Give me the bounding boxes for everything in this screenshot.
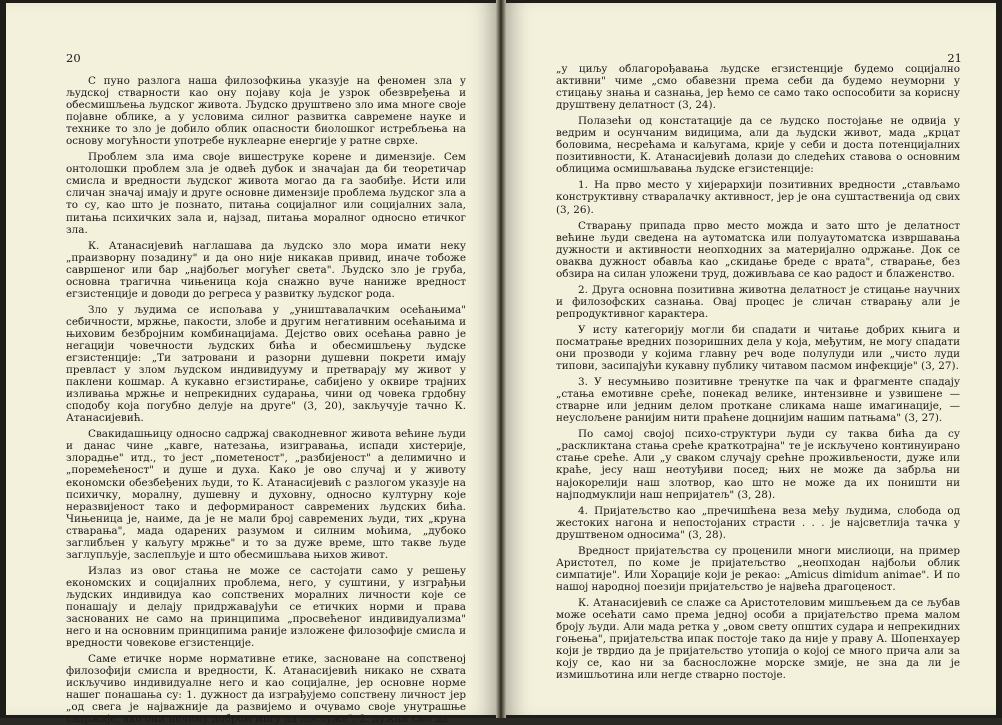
paragraph: Саме етичке норме нормативне етике, засноване на сопственој филозофији смисла и вредности, К. Атанасијевић никако не схвата искључиво индивидуалне него и као социјалне, јер основне норме нашег понашања су: 1. дужност да изграђујемо сопствену личност јер „од свега је најважније да развијемо и очувамо своје унутрашње садржаје, ако они нечему добром могу да послуже"; 2. дужни смо да <box>66 653 466 725</box>
paragraph: Зло у људима се испољава у „уништавалачким осећањима" себичности, мржње, пакости, злобе и другим негативним осећањима и њиховим безбројним комбинацијама. Дејство ових осећања равно је негацији човечности људских бића и обесмишљењу људске егзистенције: „Ти затровани и разорни душевни покрети имају превласт у злом људском индивидууму и претварају му живот у паклени кошмар. А кукавно егзистирање, сабијено у оквире трајних изливања мржње и непрекидних сударања, чини од човека грдобну сподобу која погубно делује на друге" (3, 20), закључује тачно К. Атанасијевић. <box>66 303 466 425</box>
paragraph: К. Атанасијевић наглашава да људско зло мора имати неку „праизворну позадину" и да оно није никакав привид, иначе тобоже савршеног или бар „најбољег могућег света". Људско зло је груба, основна трагична чињеница која снажно вуче наниже вредност егзистенције и доводи до регреса у развитку људског рода. <box>66 239 466 300</box>
right-page <box>506 3 996 715</box>
page-body <box>556 63 960 681</box>
paragraph: Излаз из овог стања не може се састојати само у решењу економских и социјалних проблема, него, у суштини, у изграђњи људских индивидуа као сопствених моралних личности које се понашају и делају придржавајући се етичких норми и права заснованих не само на принципима „просвећеног индивидуализма" него и на основним принципима раније изложене филозофије смисла и вредности човекове егзистенције. <box>66 564 466 650</box>
paragraph: У исту категорију могли би спадати и читање добрих књига и посматрање вредних позоришних дела у која, међутим, не могу спадати они прозводи у којима главну реч воде полулуди или „чисто луди типови, засипајући кукавну публику читавом пасмом инфекције" (3, 27). <box>556 323 960 373</box>
book-gutter <box>496 0 506 718</box>
paragraph: Свакидашњицу односно садржај свакодневног живота већине људи и данас чине „кавге, натезања, изигравања, испади хистерије, злорадње" итд., то јест „пометеност", „разбијеност" а делимично и „поремећеност" и душе и духа. Како је ово случај и у животу економски обезбеђених људи, то К. Атанасијевић с разлогом указује на психичку, моралну, душевну и духовну, односно културну које неразвијеност тако и деформираност савремених људских бића. Чињеница је, наиме, да је не мали број савремених људи, тих „круна стварања", мада одарених разумом и силним моћима, „дубоко заглибљен у каљугу мржње" и то за дуже време, што такве људе заглупљује, заслепљује и што обесмишљава њихов живот. <box>66 428 466 561</box>
paragraph: Полазећи од констатације да се људско постојање не одвија у ведрим и осунчаним видицима, али да људски живот, мада „крцат боловима, несрећама и каљугама, крије у себи и доста потенцијалних позитивности, К. Атанасијевић долази до следећих ставова о основним облицима осмишљавања људске егзистенције: <box>556 115 960 176</box>
paragraph: Стварању припада прво место можда и зато што је делатност већине људи сведена на аутоматска или полуаутоматска извршавања дужности и активности неопходних за материјално одржање. Док се оваква дужност обавља као „скидање бреде с врата", стварање, без обзира на силан уложени труд, доживљава се као радост и блаженство. <box>556 219 960 280</box>
page-number: 20 <box>66 51 81 65</box>
paragraph: Проблем зла има своје вишеструке корене и димензије. Сем онтолошки проблем зла је одвећ дубок и значајан да би теоретичар смисла и вредности људског живота могао да га заобиђе. Исти или сличан значај имају и друге основне димензије проблема људског зла а то су, као што је познато, питања социјалног или социјалних зала, питања психичких зала и, најзад, питања моралног односно етичког зла. <box>66 151 466 236</box>
paragraph: С пуно разлога наша филозофкиња указује на феномен зла у људској стварности као ону појаву која је узрок обезвређења и обесмишљења људског живота. Људско друштвено зло има многе своје појавне облике, а у условима силног развитка савремене науке и технике то зло је добило облик опасности биолошког истребљења на основу могућности употребе нуклеарне енергије у ратне сврхе. <box>66 75 466 148</box>
paragraph: По самој својој психо-структури људи су таква бића да су „раскликтана стања среће краткотрајна" те је искључено континуирано стање среће. Али „у сваком случају срећне проживљености, дуже или краће, јесу наш неотуђиви посед; њих не може да забрља ни најокорелији наш злотвор, као што не може да их поништи ни најподмуклији наш непријатељ" (3, 28). <box>556 428 960 501</box>
left-page <box>6 3 496 725</box>
paragraph: 2. Друга основна позитивна животна делатност је стицање научних и филозофских сазнања. Овај процес је сличан стварању али је репродуктивног карактера. <box>556 283 960 320</box>
paragraph: 4. Пријатељство као „пречишћена веза међу људима, слобода од жестоких нагона и непостојаних страсти . . . је најсветлија тачка у друштвеном односима" (3, 28). <box>556 504 960 541</box>
paragraph: 3. У несумњиво позитивне тренутке па чак и фрагменте спадају „стања емотивне среће, понекад велике, интензивне и узвишене — стварне или једним делом проткане сликама наше имагинације, — неуслољене ранијим нити праћене доцнијим нашим патњама" (3, 27). <box>556 376 960 425</box>
paragraph: 1. На прво место у хијерархији позитивних вредности „стављамо конструктивну стваралачку активност, јер је она суштаственија од свих (3, 26). <box>556 179 960 216</box>
paragraph: „у циљу облагорођавања људске егзистенције будемо социјално активни" чиме „смо обавезни према себи да будемо неуморни у стицању знања и сазнања, јер ћемо се само тако оспособити за корисну друштвену делатност (3, 24). <box>556 63 960 112</box>
page-number: 21 <box>947 51 962 65</box>
paragraph: Вредност пријатељства су проценили многи мислиоци, на пример Аристотел, по коме је пријатељство „неопходан најбољи облик симпатије". Или Хорације који је рекао: „Amicus dimidum animae". И по нашој народној поезији пријатељство је највећа драгоценост. <box>556 544 960 593</box>
paragraph: К. Атанасијевић се слаже са Аристотеловим мишљењем да се љубав може осећати само према једној особи а пријатељство према малом броју људи. Али мада ретка у „овом свету општих судара и непрекидних гоњења", пријатељства ипак постоје тако да није у праву А. Шопенхауер који је тврдио да је пријатељство утопија о којој се много прича али за коју се, као ни за басносложне морске змије, не зна да ли је измишљотина или негде стварно постоје. <box>556 596 960 682</box>
page-body <box>66 75 466 725</box>
